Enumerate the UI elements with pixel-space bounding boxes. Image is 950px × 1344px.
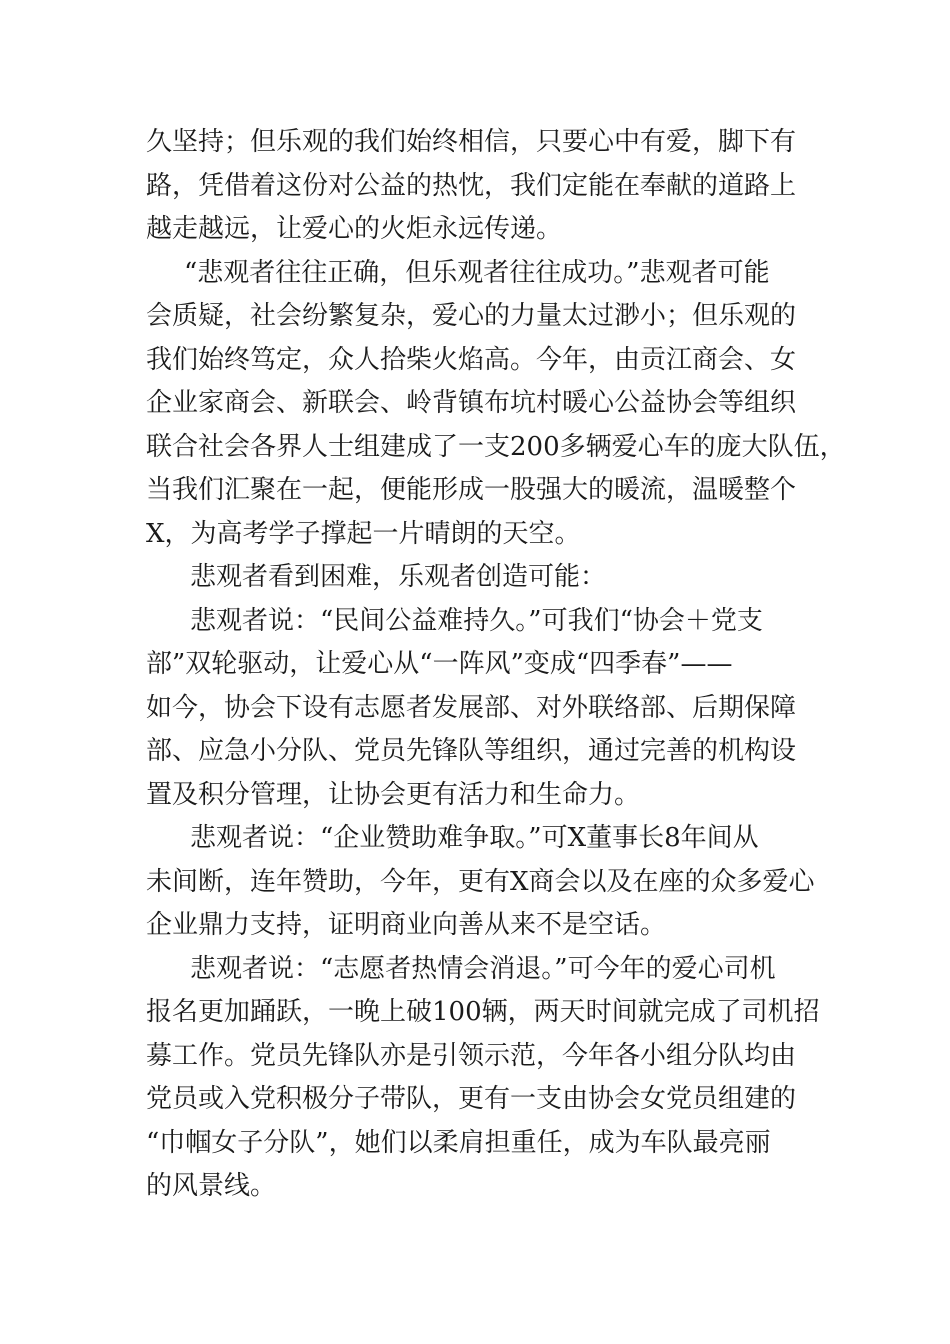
text-line: 党员或入党积极分子带队，更有一支由协会女党员组建的 <box>146 1084 797 1114</box>
text-line: 联合社会各界人士组建成了一支200多辆爱心车的庞大队伍， <box>146 431 846 462</box>
text-line: 部”双轮驱动，让爱心从“一阵风”变成“四季春”—— <box>146 649 733 679</box>
text-line: 未间断，连年赞助，今年，更有X商会以及在座的众多爱心 <box>146 866 815 897</box>
text-line: 企业家商会、新联会、岭背镇布坑村暖心公益协会等组织 <box>146 388 797 418</box>
paragraph-first-line: 悲观者说：“企业赞助难争取。”可X董事长8年间从 <box>190 823 759 853</box>
text-line: 的风景线。 <box>146 1171 277 1201</box>
text-line: 募工作。党员先锋队亦是引领示范，今年各小组分队均由 <box>146 1040 797 1071</box>
text-line: 报名更加踊跃，一晚上破100辆，两天时间就完成了司机招 <box>146 997 820 1027</box>
paragraph-first-line: “悲观者往往正确，但乐观者往往成功。”悲观者可能 <box>184 257 770 288</box>
text-line: 我们始终笃定，众人拾柴火焰高。今年，由贡江商会、女 <box>146 344 797 375</box>
paragraph-first-line: 悲观者看到困难，乐观者创造可能： <box>190 562 607 592</box>
paragraph-first-line: 悲观者说：“志愿者热情会消退。”可今年的爱心司机 <box>190 953 776 984</box>
text-line: 当我们汇聚在一起，便能形成一股强大的暖流，温暖整个 <box>146 475 797 505</box>
text-line: 越走越远，让爱心的火炬永远传递。 <box>146 214 563 244</box>
text-line: 路，凭借着这份对公益的热忱，我们定能在奉献的道路上 <box>146 170 797 201</box>
text-line: 企业鼎力支持，证明商业向善从来不是空话。 <box>146 910 667 940</box>
text-line: 如今，协会下设有志愿者发展部、对外联络部、后期保障 <box>146 692 797 723</box>
text-line: 会质疑，社会纷繁复杂，爱心的力量太过渺小；但乐观的 <box>146 301 797 331</box>
text-line: 部、应急小分队、党员先锋队等组织，通过完善的机构设 <box>146 736 797 766</box>
paragraph-first-line: 悲观者说：“民间公益难持久。”可我们“协会＋党支 <box>190 605 763 636</box>
text-line: 置及积分管理，让协会更有活力和生命力。 <box>146 779 641 810</box>
text-line: “巾帼女子分队”，她们以柔肩担重任，成为车队最亮丽 <box>146 1127 771 1158</box>
text-line: X，为高考学子撑起一片晴朗的天空。 <box>146 518 581 549</box>
text-line: 久坚持；但乐观的我们始终相信，只要心中有爱，脚下有 <box>146 127 797 157</box>
body-text <box>146 121 846 1209</box>
